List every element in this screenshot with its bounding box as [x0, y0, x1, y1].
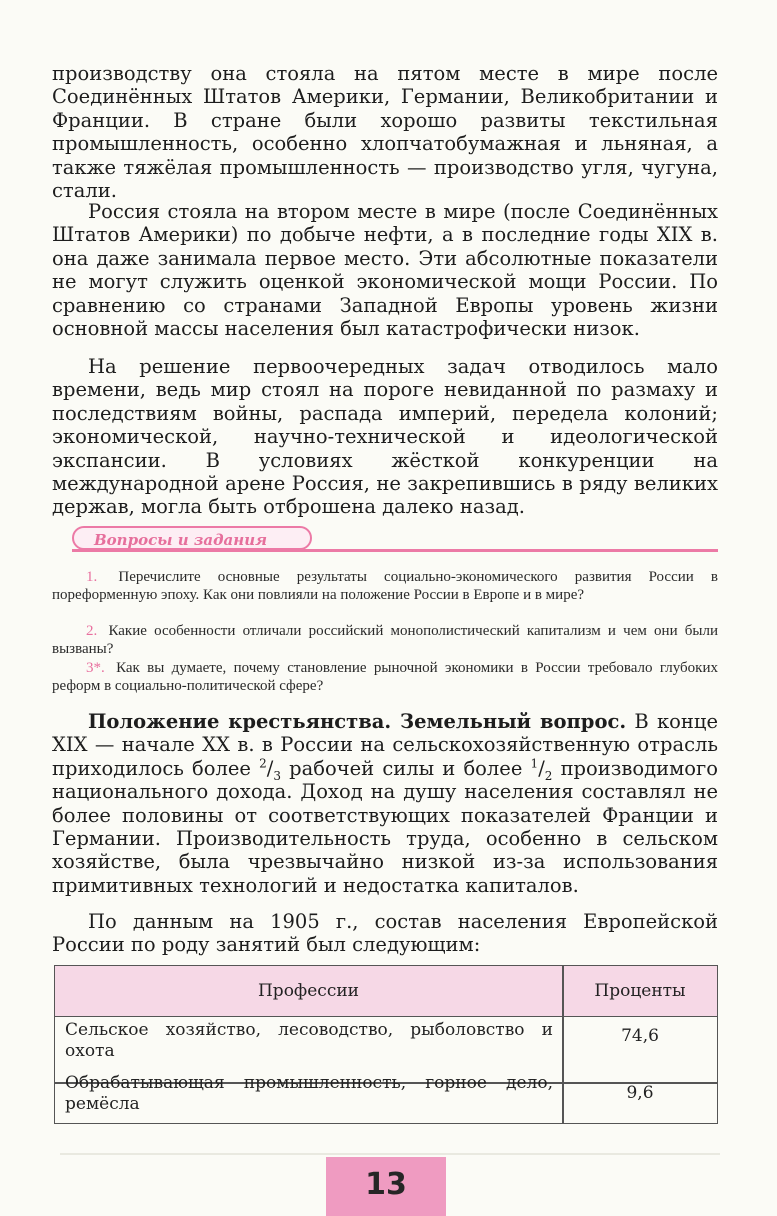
section-heading: Положение крестьянства. Земельный вопрос. [88, 710, 627, 733]
section-text-c: производимого национального дохода. Доход на душу населения составлял не более половины от соответствующих показателей Франции и Германии. Производительность труда, особенно в сельском хозяйстве, была чрезвычайно низкой из-за использования примитивных технологий и недостатка капиталов. [52, 756, 719, 897]
paragraph-priorities: На решение первоочередных задач отводилось мало времени, ведь мир стоял на пороге невиданной по размаху и последствиям войны, распада империй, передела колоний; экономической, научно-технической и идеологической экспансии. В условиях жёсткой конкуренции на международной арене Россия, не закрепившись в ряду великих держав, могла быть отброшена далеко назад. [52, 355, 718, 519]
questions-label: Вопросы и задания [72, 526, 312, 550]
table-cell-percent: 9,6 [626, 1083, 654, 1103]
question-item [52, 568, 718, 604]
fraction-denominator: 3 [273, 768, 281, 783]
paragraph-oil: Россия стояла на втором месте в мире (после Соединённых Штатов Америки) по добыче нефти, а в последние годы XIX в. она даже занимала первое место. Эти абсолютные показатели не могут служить оценкой экономической мощи России. По сравнению со странами Западной Европы уровень жизни основной массы населения был катастрофически низок. [52, 200, 718, 341]
question-number: 1. [86, 569, 98, 585]
table-cell-profession: Сельское хозяйство, лесоводство, рыболовство и охота [65, 1020, 553, 1061]
question-text: Какие особенности отличали российский монополистический капитализм и чем они были вызваны? [52, 623, 719, 657]
page-number: 13 [326, 1157, 446, 1216]
fraction-numerator: 1 [530, 756, 539, 771]
fraction-numerator: 2 [259, 756, 267, 771]
question-item [52, 622, 718, 658]
paragraph-industry: производству она стояла на пятом месте в мире после Соединённых Штатов Америки, Германии, Великобритании и Франции. В стране были хорошо развиты текстильная промышленность, особенно хлопчатобумажная и льняная, а также тяжёлая промышленность — производство угля, чугуна, стали. [52, 62, 718, 203]
paragraph-population: По данным на 1905 г., состав населения Европейской России по роду занятий был следующим: [52, 910, 718, 957]
section-text-b: рабочей силы и более [289, 756, 523, 780]
question-number: 3*. [86, 660, 105, 676]
table-cell-percent: 74,6 [621, 1026, 659, 1046]
paragraph-peasantry: Положение крестьянства. Земельный вопрос. В конце XIX — начале XX в. в России на сельскохозяйственную отрасль приходилось более $^2/_3$ рабочей силы и более $^1/_2$ производимого национального дохода. Доход на душу населения составлял не более половины от соответствующих показателей Франции и Германии. Производительность труда, особенно в сельском хозяйстве, была чрезвычайно низкой из-за использования примитивных технологий и недостатка капиталов. [52, 710, 719, 897]
table-cell-profession: Обрабатывающая промышленность, горное дело, ремёсла [65, 1073, 553, 1114]
table-header-professions: Профессии [257, 981, 359, 1001]
table-header-percent: Проценты [594, 981, 686, 1001]
question-item [52, 659, 718, 695]
occupation-table [54, 965, 718, 1124]
fraction-denominator: 2 [544, 768, 553, 783]
question-number: 2. [86, 623, 98, 639]
question-text: Как вы думаете, почему становление рыночной экономики в России требовало глубоких реформ в социально-политической сфере? [52, 660, 718, 694]
question-text: Перечислите основные результаты социально-экономического развития России в пореформенную эпоху. Как они повлияли на положение России в Европе и в мире? [52, 569, 719, 603]
section-text-a: В конце XIX — начале XX в. в России на сельскохозяйственную отрасль приходилось более [52, 710, 718, 780]
questions-section-header [72, 526, 718, 554]
footer-divider [60, 1153, 720, 1155]
